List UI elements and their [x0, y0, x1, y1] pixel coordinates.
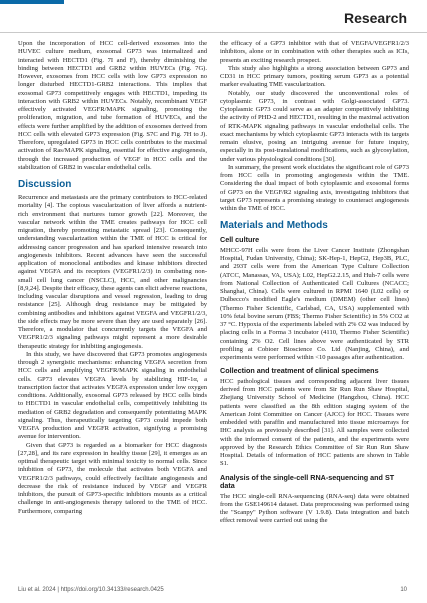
body-paragraph: The HCC single-cell RNA-sequencing (RNA-seq) data were obtained from the GSE149614 dataset. Data preprocessing was performed using the "Scanpy" Python software (V 1.9.8). Data integration and batch effect removal were carried out using the	[220, 492, 409, 525]
body-paragraph: This study also highlights a strong association between GP73 and CD31 in HCC primary tumors, positing serum GP73 as a potential marker evaluating TME vascularization.	[220, 64, 409, 89]
analysis-heading: Analysis of the single-cell RNA-sequencing and ST data	[220, 472, 395, 490]
body-paragraph: Given that GP73 is regarded as a biomarker for HCC diagnosis [27,28], and its rare expression in healthy tissue [29], it emerges as an optimal therapeutic target with minimal toxicity to normal cells. Since inhibition of GP73, the molecule that activates both VEGFA and VEGFR1/2/3 pathways, could effectively facilitate angiogenesis and decrease the risk of resistance induced by VEGF and VEGFR inhibitors, the pursuit of GP73-specific inhibitors mounts as a critical challenge in anti-angiogenesis therapy tailored to the TME of HCC. Furthermore, comparing	[18, 441, 207, 515]
header-divider	[0, 32, 427, 33]
body-paragraph: Notably, our study discovered the unconventional roles of cytoplasmic GP73, in contrast with Golgi-associated GP73. Cytoplasmic GP73 could serve as an adapter competitively inhibiting the activity of PHD-2 and HECTD1, resulting in the maximal activation of RTK-MAPK signaling pathways in vascular endothelial cells. The exact mechanisms by which cytoplasmic GP73 interacts with its targets remain elusive, posing an intriguing avenue for future inquiry, especially in its post-translational modifications, such as glycosylation, under various physiological conditions [30].	[220, 89, 409, 163]
body-paragraph: Recurrence and metastasis are the primary contributors to HCC-related mortality [4]. The copious vascularization of liver affords a nutrient-rich environment that nurtures tumor growth [22]. Moreover, the vascular network within the TME creates pathways for HCC cell migration, thereby promoting metastatic spread [23]. Consequently, understanding vascularization within the TME of HCC is critical for addressing cancer progression and has sparked intensive research into angiogenesis inhibitors. Recent advances have seen the successful application of monoclonal antibodies and kinase inhibitors directed against VEGFA and its receptors (VEGFR1/2/3) in combating non-small cell lung cancer (NSCLC), HCC, and other malignancies [8,9,24]. Despite their efficacy, these agents can elicit adverse reactions, including vascular disruptions and vessel regression, leading to drug resistance [25]. Although drug resistance may be mitigated by combining antibodies and inhibitors against VEGFA and VEGFR1/2/3, the side effects may be more severe than they are used separately [26]. Therefore, a modulator that concurrently targets the VEGFA and VEGFR1/2/3 signaling pathways might represent a more desirable therapeutic strategy for inhibiting angiogenesis.	[18, 194, 207, 350]
body-paragraph: Upon the incorporation of HCC cell-derived exosomes into the HUVEC culture medium, exosomal GP73 was internalized and interacted with HECTD1 (Fig. 7I and F), thereby diminishing the binding between HECTD1 and GRB2 within HUVECs (Fig. 7G). However, exosomes from HCC cells with low GP73 expression no longer disturbed HECTD1-GRB2 interactions. This implies that exosomal GP73 competitively engages with HECTD1, impeding its interaction with GRB2 within HUVECs. Notably, recombinant VEGF effectively activated VEGFR/MAPK signaling, promoting the proliferation, migration, and tube formation of HUVECs, and the effects were further amplified by the addition of exosomes derived from HCC cells with elevated GP73 expression (Fig. S7C and Fig. 7H to J). Therefore, upregulated GP73 in HCC cells contributes to the maximal activation of Ras/MAPK signaling, essential for effective angiogenesis, through the increased production of VEGF in HCC cells and the stabilization of GRB2 in vascular endothelial cells.	[18, 40, 207, 171]
discussion-heading: Discussion	[18, 179, 72, 190]
footer-citation: Liu et al. 2024 | https://doi.org/10.34133/research.0425	[18, 587, 164, 593]
body-paragraph: HCC pathological tissues and corresponding adjacent liver tissues derived from HCC patients were from Sir Run Run Shaw Hospital, Zhejiang University School of Medicine (Hangzhou, China). HCC patients were classified as the 8th edition staging system of the American Joint Committee on Cancer (AJCC) for HCC. Tissues were embedded with paraffin and manufactured into tissue microarrays for IHC analysis as previously described [31]. All samples were collected with the informed consent of the patients, and the experiments were approved by the Research Ethics Committee of Sir Run Run Shaw Hospital. Details of information of HCC patients are shown in Table S1.	[220, 377, 409, 468]
body-paragraph: In summary, the present work elucidates the significant role of GP73 from HCC cells in promoting angiogenesis within the TME. Considering the dual impact of both cytoplasmic and exosomal forms of GP73 on the VEGF/R2 signaling axis, investigating inhibitors that target GP73 represents a promising strategy to counteract angiogenesis within the TME of HCC.	[220, 163, 409, 212]
header-accent-bar	[0, 0, 64, 4]
left-column	[18, 40, 207, 516]
methods-heading: Materials and Methods	[220, 220, 328, 232]
collection-heading: Collection and treatment of clinical specimens	[220, 366, 379, 376]
page-number: 10	[400, 587, 407, 593]
right-column	[220, 40, 409, 526]
running-head: Research	[343, 10, 407, 26]
body-paragraph: In this study, we have discovered that GP73 promotes angiogenesis through 2 synergistic mechanisms: enhancing VEGFA secretion from HCC cells and amplifying VEGFR/MAPK signaling in endothelial cells. GP73 elevates VEGFA levels by stabilizing HIF-1α, a transcription factor that activates VEGFA expression under low oxygen conditions. Additionally, exosomal GP73 released by HCC cells binds to HECTD1 in vascular endothelial cells, competitively inhibiting its mediation of GRB2 degradation and consequently potentiating MAPK signaling. Thus, therapeutically targeting GP73 could impede both VEGFA production and VEGFR activation, signifying a promising avenue for intervention.	[18, 350, 207, 441]
cell-culture-heading: Cell culture	[220, 235, 260, 245]
body-paragraph: the efficacy of a GP73 inhibitor with that of VEGFA/VEGFR1/2/3 inhibitors, alone or in combination with other therapies such as ICIs, presents an exciting research prospect.	[220, 40, 409, 64]
body-paragraph: MHCC-97H cells were from the Liver Cancer Institute (Zhongshan Hospital, Fudan University, China); SK-Hep-1, HepG2, Hep3B, PLC, and 293T cells were from the American Type Culture Collection (ATCC, Manassas, VA, USA); L02, HepG2.2.15, and Huh-7 cells were from National Collection of Authenticated Cell Cultures (NCACC; Shanghai, China). Cells were cultured in RPMI 1640 (L02 cells) or Dulbecco's modified Eagle's medium (DMEM) (other cell lines) (Thermo Fisher Scientific, Carlsbad, CA, USA) supplemented with 10% fetal bovine serum (FBS; Thermo Fisher Scientific) in 5% CO2 at 37 °C. Hypoxia of the experiments labeled with 2% O2 was induced by placing cells in a Forma 3 incubator (4110, Thermo Fisher Scientific) containing 2% O2. Cell lines above were authenticated by STR profiling at Cobioer Bioscience Co. Ltd (Nanjing, China), and experiments were performed within <10 passages after authentication.	[220, 246, 409, 361]
